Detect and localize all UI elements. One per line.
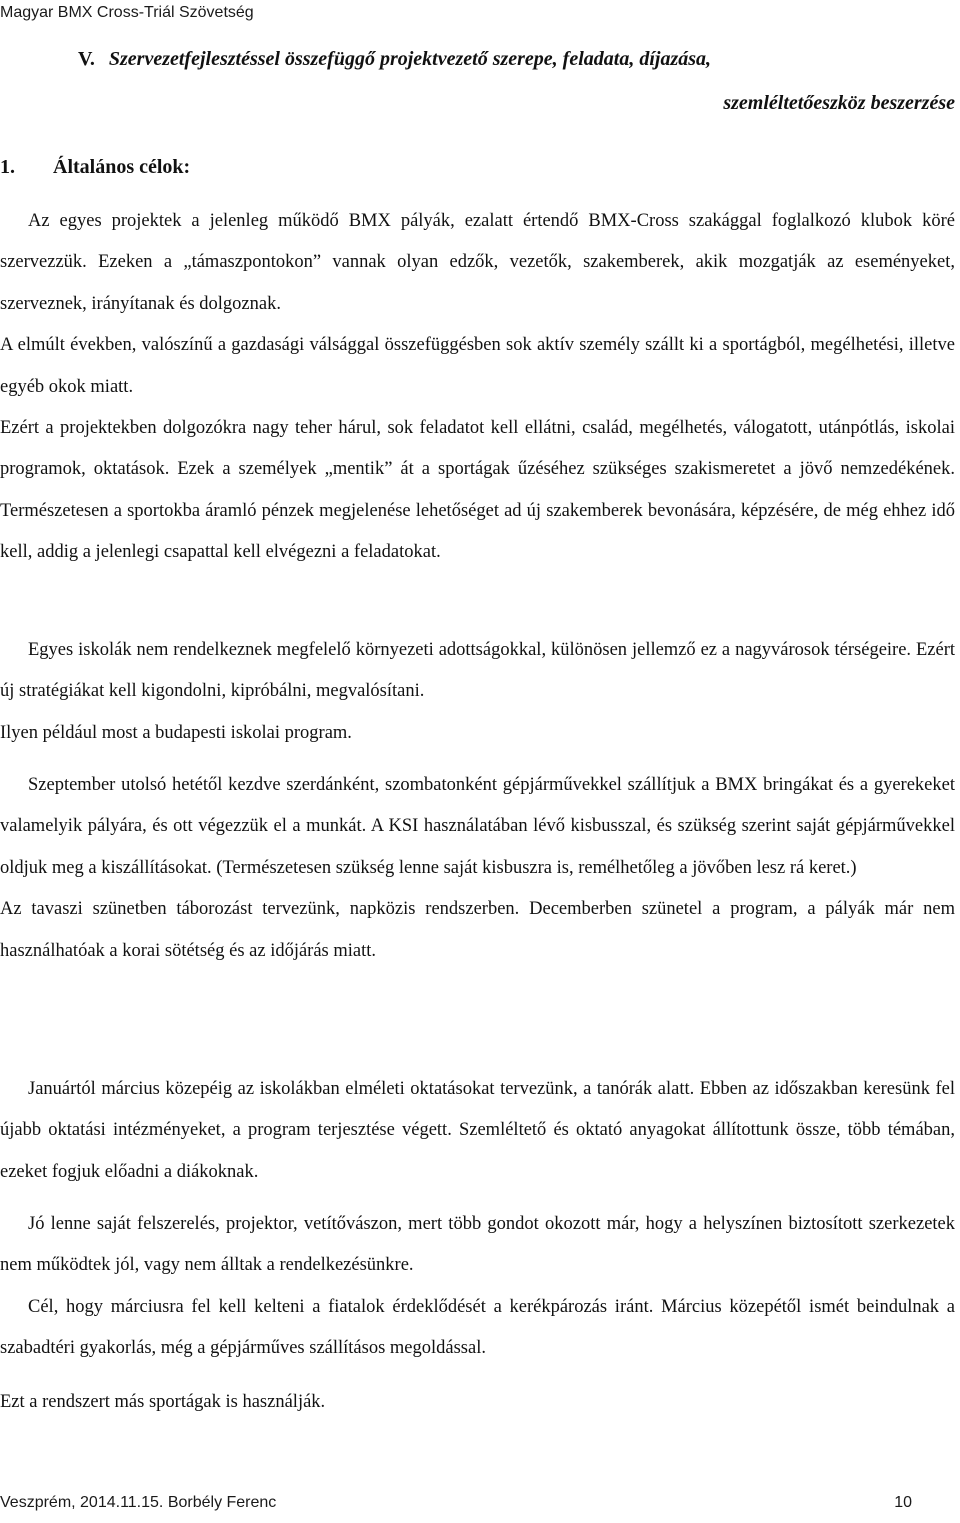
paragraph: Az egyes projektek a jelenleg működő BMX pályák, ezalatt értendő BMX-Cross szakággal foglalkozó klubok köré szervezzük. Ezeken a „támaszpontokon” vannak olyan edzők, vezetők, szakemberek, akik mozgatják az eseményeket, szerveznek, irányítanak és dolgoznak. (0, 211, 955, 314)
paragraph: Januártól március közepéig az iskolákban elméleti oktatásokat tervezünk, a tanórák alatt. Ebben az időszakban keresünk fel újabb oktatási intézményeket, a program terjesztése végett. Szemléltető és oktató anyagokat állítottunk össze, több témában, ezeket fogjuk előadni a diákoknak. (0, 1079, 955, 1182)
paragraph: Ezt a rendszert más sportágak is használják. (0, 1392, 326, 1412)
body-block-7 (0, 1382, 955, 1423)
body-block-4 (0, 1069, 955, 1193)
body-block-5 (0, 1204, 955, 1287)
page-number: 10 (894, 1494, 912, 1511)
body-block-3 (0, 765, 955, 972)
chapter-title-line1: Szervezetfejlesztéssel összefüggő projektvezető szerepe, feladata, díjazása, (108, 48, 712, 70)
section-heading (0, 156, 190, 179)
chapter-title-line2: szemléltetőeszköz beszerzése (723, 92, 955, 114)
body-block-2 (0, 630, 955, 754)
paragraph: Egyes iskolák nem rendelkeznek megfelelő környezeti adottságokkal, különösen jellemző ez a nagyvárosok térségeire. Ezért új stratégiákat kell kigondolni, kipróbálni, megvalósítani. (0, 640, 955, 702)
paragraph: Szeptember utolsó hetétől kezdve szerdánként, szombatonként gépjárművekkel szállítjuk a BMX bringákat és a gyerekeket valamelyik pályára, és ott végezzük el a munkát. A KSI használatában lévő kisbusszal, és szükség szerint saját gépjárművekkel oldjuk meg a kiszállításokat. (Természetesen szükség lenne saját kisbuszra is, remélhetőleg a jövőben lesz rá keret.) (0, 775, 955, 878)
body-block-6 (0, 1287, 955, 1370)
chapter-number: V. (78, 48, 95, 70)
paragraph: Ilyen például most a budapesti iskolai program. (0, 722, 352, 743)
paragraph: A elmúlt években, valószínű a gazdasági válsággal összefüggésben sok aktív személy szállt ki a sportágból, megélhetési, illetve egyéb okok miatt. (0, 335, 955, 397)
paragraph: Ezért a projektekben dolgozókra nagy teher hárul, sok feladatot kell ellátni, család, megélhetés, válogatott, utánpótlás, iskolai programok, oktatások. Ezek a személyek „mentik” át a sportágak űzéséhez szükséges szakismeretet a jövő nemzedékének. Természetesen a sportokba áramló pénzek megjelenése lehetőséget ad új szakemberek bevonására, képzésére, de még ehhez idő kell, addig a jelenlegi csapattal kell elvégezni a feladatokat. (0, 418, 955, 563)
page-header: Magyar BMX Cross-Triál Szövetség (0, 4, 254, 21)
section-heading-text: Általános célok: (53, 156, 191, 178)
paragraph: Jó lenne saját felszerelés, projektor, vetítővászon, mert több gondot okozott már, hogy a helyszínen biztosított szerkezetek nem működtek jól, vagy nem álltak a rendelkezésünkre. (0, 1214, 955, 1276)
paragraph: Cél, hogy márciusra fel kell kelteni a fiatalok érdeklődését a kerékpározás iránt. Március közepétől ismét beindulnak a szabadtéri gyakorlás, még a gépjárműves szállításos megoldással. (0, 1297, 955, 1359)
paragraph: Az tavaszi szünetben táborozást tervezünk, napközis rendszerben. Decemberben szünetel a program, a pályák már nem használhatóak a korai sötétség és az időjárás miatt. (0, 899, 955, 961)
footer-author-date: Veszprém, 2014.11.15. Borbély Ferenc (0, 1494, 277, 1511)
page-footer (0, 1494, 912, 1512)
section-number: 1. (0, 156, 15, 178)
chapter-title (78, 48, 960, 71)
body-block-1 (0, 201, 955, 574)
